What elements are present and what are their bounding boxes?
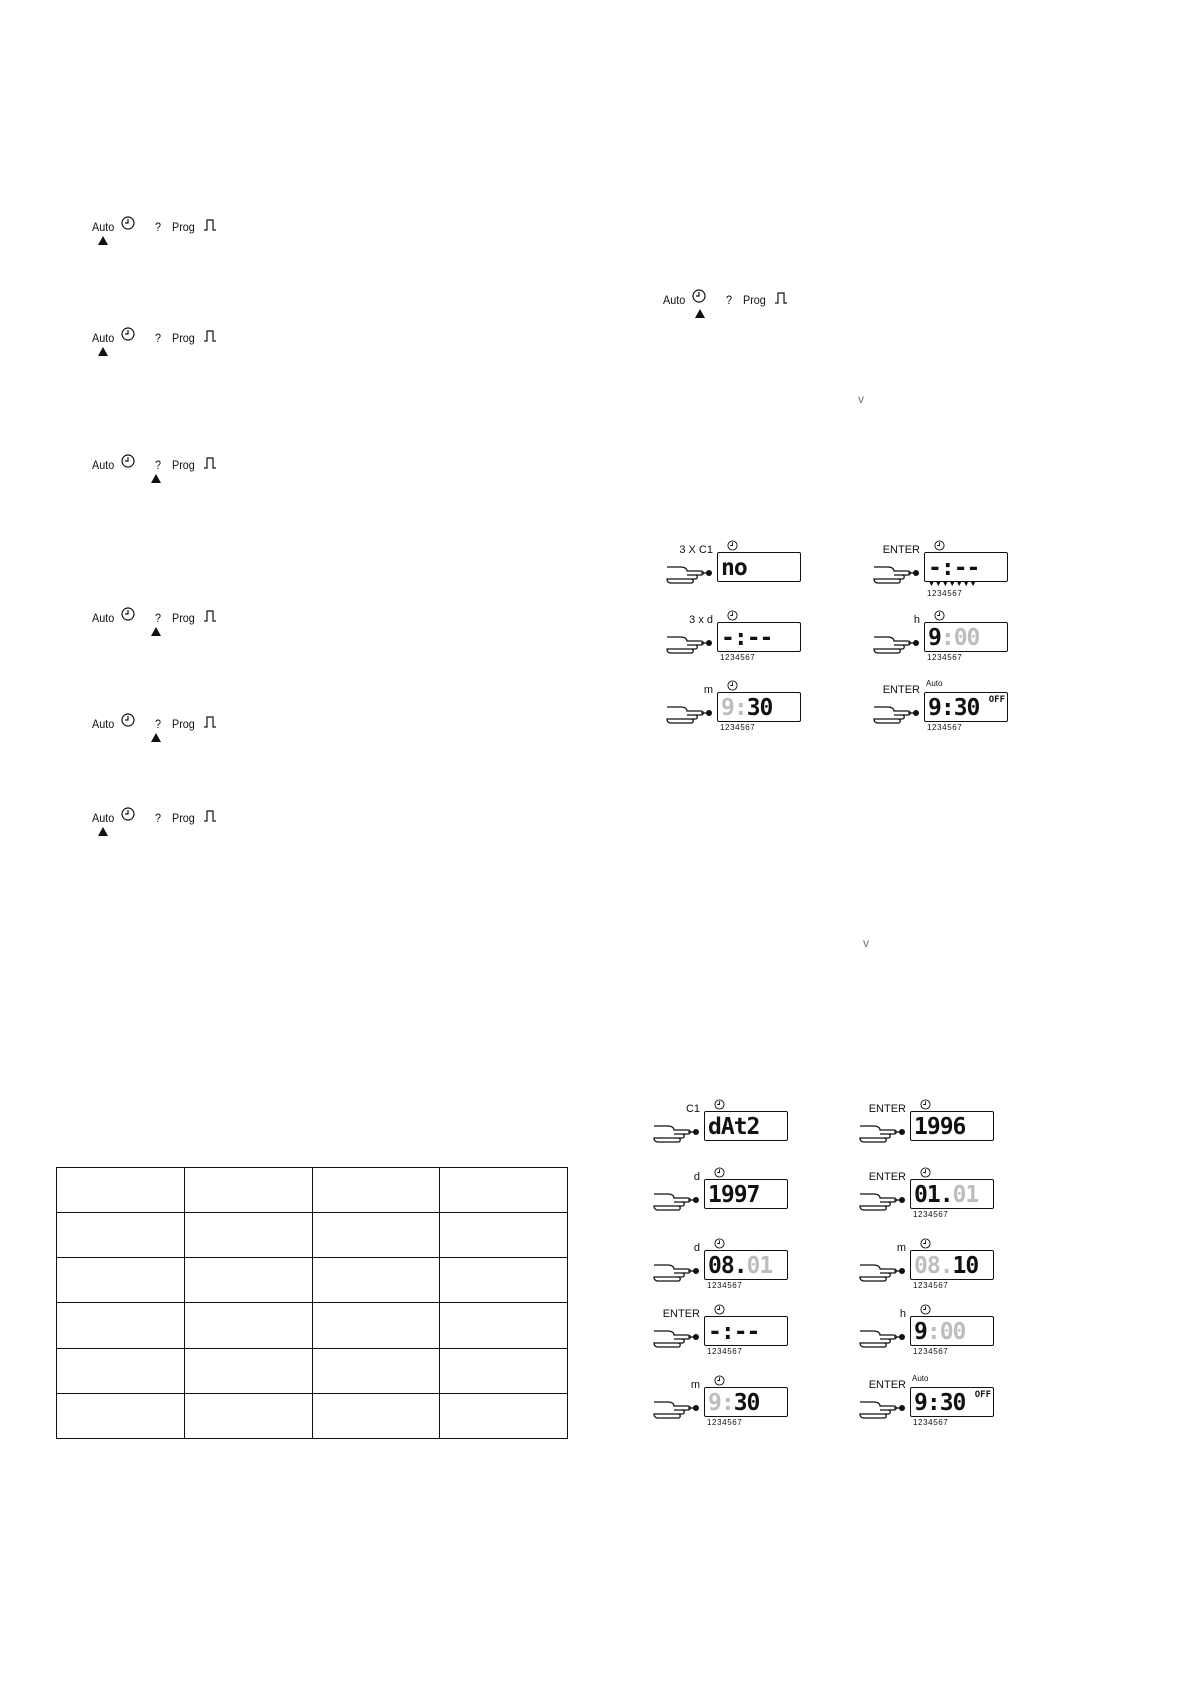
lcd-step <box>872 540 1022 600</box>
lcd-display <box>704 1179 788 1209</box>
pointing-hand-icon <box>872 632 920 656</box>
auto-label: Auto <box>663 293 686 307</box>
lcd-display <box>717 622 801 652</box>
pulse-icon <box>203 218 217 232</box>
table-cell <box>312 1258 440 1303</box>
lcd-digits: 9:30 <box>928 695 980 721</box>
key-label: ENTER <box>868 1103 906 1115</box>
pointing-hand-icon <box>858 1260 906 1284</box>
pointing-hand-icon <box>652 1397 700 1421</box>
pulse-icon <box>203 329 217 343</box>
lcd-digits: 1996 <box>914 1114 966 1140</box>
pointing-hand-icon <box>665 702 713 726</box>
clock-icon <box>121 713 135 727</box>
mode-indicator-6 <box>92 803 232 843</box>
weekday-numbers: 1234567 <box>707 1281 743 1290</box>
table-cell <box>184 1258 312 1303</box>
auto-label: Auto <box>912 1374 929 1383</box>
pointing-hand-icon <box>665 562 713 586</box>
weekday-numbers: 1234567 <box>913 1210 949 1219</box>
question-label: ? <box>155 611 162 625</box>
lcd-display <box>704 1387 788 1417</box>
pointing-hand-icon <box>858 1397 906 1421</box>
key-label: ENTER <box>882 684 920 696</box>
pointing-hand-icon <box>872 562 920 586</box>
lcd-step <box>652 1167 802 1227</box>
clock-icon <box>714 1373 725 1384</box>
table-cell <box>184 1348 312 1393</box>
table-cell <box>57 1168 185 1213</box>
prog-label: Prog <box>172 331 195 345</box>
lcd-step <box>858 1238 1008 1298</box>
table-cell <box>440 1213 568 1258</box>
chevron-down-icon: v <box>858 392 864 406</box>
prog-label: Prog <box>172 458 195 472</box>
chevron-down-icon: v <box>863 936 869 950</box>
lcd-display <box>704 1250 788 1280</box>
table-cell <box>184 1168 312 1213</box>
lcd-step <box>652 1375 802 1435</box>
program-table <box>56 1167 568 1439</box>
pointer-triangle <box>151 627 161 636</box>
mode-indicator-3 <box>92 450 232 490</box>
key-label: 3 x d <box>689 614 713 626</box>
auto-label: Auto <box>92 717 115 731</box>
lcd-step <box>858 1304 1008 1364</box>
clock-icon <box>121 807 135 821</box>
clock-icon <box>920 1097 931 1108</box>
weekday-numbers: 1234567 <box>707 1347 743 1356</box>
key-label: d <box>693 1171 700 1183</box>
pulse-icon <box>203 456 217 470</box>
lcd-step <box>858 1099 1008 1159</box>
lcd-step <box>858 1375 1008 1435</box>
lcd-display <box>704 1316 788 1346</box>
clock-icon <box>714 1302 725 1313</box>
table-cell <box>440 1348 568 1393</box>
key-label: h <box>913 614 920 626</box>
lcd-digits: 9:30 <box>721 695 773 721</box>
question-label: ? <box>155 458 162 472</box>
lcd-digits: 9:00 <box>914 1319 966 1345</box>
table-cell <box>57 1258 185 1303</box>
lcd-digits: 9:30 <box>708 1390 760 1416</box>
mode-indicator-right <box>663 285 803 325</box>
key-label: m <box>896 1242 906 1254</box>
lcd-step <box>872 610 1022 670</box>
clock-icon <box>714 1236 725 1247</box>
table-cell <box>312 1303 440 1348</box>
lcd-display <box>717 552 801 582</box>
clock-icon <box>727 538 738 549</box>
pointing-hand-icon <box>858 1326 906 1350</box>
clock-icon <box>121 216 135 230</box>
clock-icon <box>727 678 738 689</box>
pointing-hand-icon <box>858 1121 906 1145</box>
table-cell <box>440 1168 568 1213</box>
clock-icon <box>714 1165 725 1176</box>
weekday-numbers: 1234567 <box>913 1418 949 1427</box>
pointer-triangle <box>695 309 705 318</box>
lcd-step <box>665 540 815 600</box>
lcd-step <box>652 1238 802 1298</box>
table-row <box>57 1393 568 1438</box>
key-label: ENTER <box>868 1171 906 1183</box>
pointer-triangle <box>98 827 108 836</box>
table-cell <box>57 1213 185 1258</box>
lcd-digits: -:-- <box>708 1319 760 1345</box>
lcd-display <box>910 1111 994 1141</box>
lcd-digits: 1997 <box>708 1182 760 1208</box>
lcd-display <box>924 622 1008 652</box>
table-row <box>57 1258 568 1303</box>
pulse-icon <box>774 291 788 305</box>
table-cell <box>312 1348 440 1393</box>
clock-icon <box>692 289 706 303</box>
lcd-step <box>652 1304 802 1364</box>
clock-icon <box>121 607 135 621</box>
key-label: m <box>690 1379 700 1391</box>
pointing-hand-icon <box>652 1189 700 1213</box>
table-cell <box>57 1393 185 1438</box>
mode-indicator-2 <box>92 323 232 363</box>
lcd-digits: 9:00 <box>928 625 980 651</box>
lcd-digits: 9:30 <box>914 1390 966 1416</box>
mode-indicator-4 <box>92 603 232 643</box>
pointing-hand-icon <box>858 1189 906 1213</box>
table-cell <box>57 1348 185 1393</box>
lcd-step <box>872 680 1022 740</box>
auto-label: Auto <box>92 220 115 234</box>
lcd-display <box>717 692 801 722</box>
day-markers: ▼▼▼▼▼▼▼ <box>928 581 977 588</box>
lcd-display <box>910 1250 994 1280</box>
lcd-digits: -:-- <box>721 625 773 651</box>
table-cell <box>312 1168 440 1213</box>
table-cell <box>312 1213 440 1258</box>
key-label: h <box>899 1308 906 1320</box>
table-cell <box>440 1258 568 1303</box>
prog-label: Prog <box>172 611 195 625</box>
key-label: C1 <box>685 1103 700 1115</box>
auto-label: Auto <box>92 611 115 625</box>
weekday-numbers: 1234567 <box>927 723 963 732</box>
clock-icon <box>934 608 945 619</box>
mode-indicator-5 <box>92 709 232 749</box>
pointing-hand-icon <box>652 1326 700 1350</box>
pointing-hand-icon <box>872 702 920 726</box>
auto-label: Auto <box>926 679 943 688</box>
lcd-digits: 01.01 <box>914 1182 979 1208</box>
table-row <box>57 1213 568 1258</box>
weekday-numbers: 1234567 <box>927 653 963 662</box>
table-cell <box>184 1393 312 1438</box>
clock-icon <box>920 1165 931 1176</box>
prog-label: Prog <box>743 293 766 307</box>
weekday-numbers: 1234567 <box>720 653 756 662</box>
auto-label: Auto <box>92 331 115 345</box>
weekday-numbers: 1234567 <box>913 1281 949 1290</box>
key-label: ENTER <box>662 1308 700 1320</box>
weekday-numbers: 1234567 <box>927 589 963 598</box>
table-cell <box>184 1303 312 1348</box>
table-cell <box>440 1393 568 1438</box>
lcd-step <box>652 1099 802 1159</box>
pointing-hand-icon <box>652 1260 700 1284</box>
table-row <box>57 1348 568 1393</box>
pointer-triangle <box>98 347 108 356</box>
question-label: ? <box>155 331 162 345</box>
clock-icon <box>727 608 738 619</box>
clock-icon <box>920 1236 931 1247</box>
lcd-step <box>858 1167 1008 1227</box>
lcd-display <box>924 692 1008 722</box>
mode-indicator-1 <box>92 212 232 252</box>
lcd-display <box>910 1179 994 1209</box>
lcd-step <box>665 610 815 670</box>
weekday-numbers: 1234567 <box>913 1347 949 1356</box>
pointing-hand-icon <box>665 632 713 656</box>
pointer-triangle <box>151 474 161 483</box>
table-cell <box>57 1303 185 1348</box>
lcd-digits: dAt2 <box>708 1114 760 1140</box>
key-label: ENTER <box>868 1379 906 1391</box>
pointer-triangle <box>98 236 108 245</box>
lcd-digits: no <box>721 555 747 581</box>
question-label: ? <box>155 717 162 731</box>
clock-icon <box>934 538 945 549</box>
key-label: ENTER <box>882 544 920 556</box>
lcd-digits: 08.10 <box>914 1253 979 1279</box>
clock-icon <box>714 1097 725 1108</box>
question-label: ? <box>155 220 162 234</box>
clock-icon <box>121 327 135 341</box>
key-label: 3 X C1 <box>679 544 713 556</box>
key-label: m <box>703 684 713 696</box>
auto-label: Auto <box>92 811 115 825</box>
prog-label: Prog <box>172 220 195 234</box>
prog-label: Prog <box>172 811 195 825</box>
table-row <box>57 1303 568 1348</box>
table-cell <box>184 1213 312 1258</box>
clock-icon <box>121 454 135 468</box>
lcd-step <box>665 680 815 740</box>
table-cell <box>440 1303 568 1348</box>
lcd-display <box>910 1387 994 1417</box>
off-indicator: OFF <box>974 1390 991 1400</box>
clock-icon <box>920 1302 931 1313</box>
pointer-triangle <box>151 733 161 742</box>
lcd-display <box>704 1111 788 1141</box>
auto-label: Auto <box>92 458 115 472</box>
lcd-digits: -:-- <box>928 555 980 581</box>
pulse-icon <box>203 609 217 623</box>
prog-label: Prog <box>172 717 195 731</box>
pointing-hand-icon <box>652 1121 700 1145</box>
pulse-icon <box>203 715 217 729</box>
weekday-numbers: 1234567 <box>707 1418 743 1427</box>
table-row <box>57 1168 568 1213</box>
question-label: ? <box>155 811 162 825</box>
lcd-display <box>924 552 1008 582</box>
table-cell <box>312 1393 440 1438</box>
off-indicator: OFF <box>988 695 1005 705</box>
pulse-icon <box>203 809 217 823</box>
key-label: d <box>693 1242 700 1254</box>
question-label: ? <box>726 293 733 307</box>
lcd-display <box>910 1316 994 1346</box>
lcd-digits: 08.01 <box>708 1253 773 1279</box>
weekday-numbers: 1234567 <box>720 723 756 732</box>
